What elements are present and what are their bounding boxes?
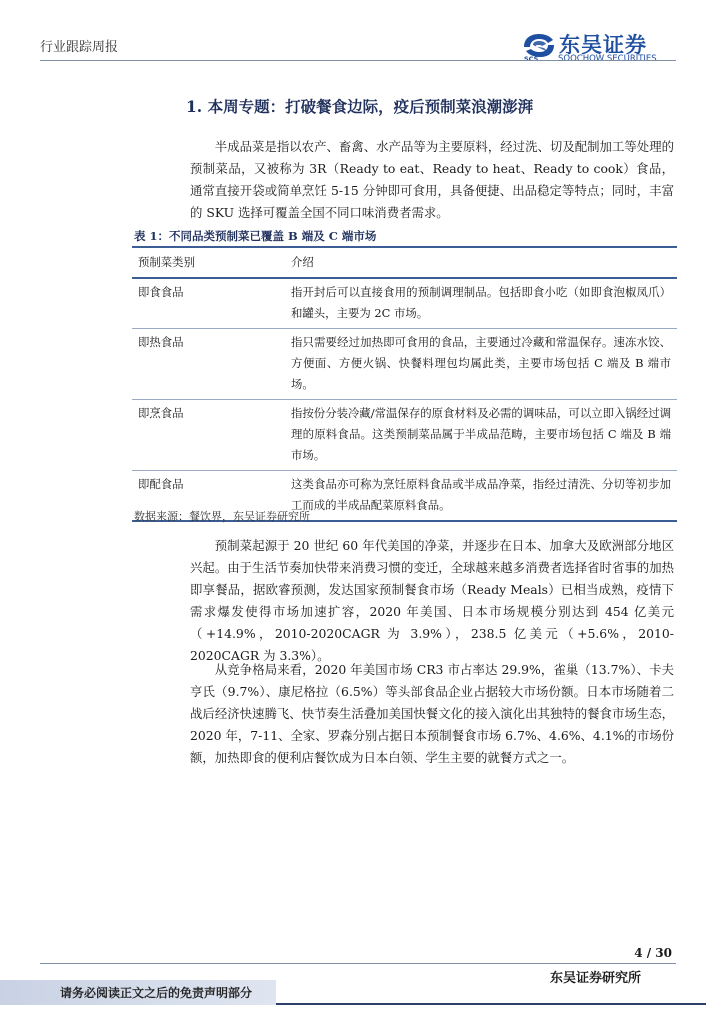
cell-description: 指只需要经过加热即可食用的食品，主要通过冷藏和常温保存。速冻水饺、方便面、方便火锅、快餐料理包均属此类，主要市场包括 C 端及 B 端市场。	[280, 329, 677, 400]
cell-description: 指按份分装冷藏/常温保存的原食材料及必需的调味品，可以立即入锅经过调理的原料食品。这类预制菜品属于半成品范畴，主要市场包括 C 端及 B 端市场。	[280, 400, 677, 471]
header-divider	[40, 60, 676, 61]
paragraph-intro: 半成品菜是指以农产、畜禽、水产品等为主要原料，经过洗、切及配制加工等处理的预制菜品，又被称为 3R（Ready to eat、Ready to heat、Ready to cook）食品，通常直接开袋或简单烹饪 5-15 分钟即可食用，具备便捷、出品稳定等特点；同时，丰富的 SKU 选择可覆盖全国不同口味消费者需求。	[190, 139, 674, 220]
page-number: 4 / 30	[634, 946, 672, 960]
table-row	[132, 400, 677, 471]
logo-name-cn: 东吴证券	[559, 33, 647, 57]
prepared-food-table	[132, 246, 677, 522]
cell-category: 即烹食品	[132, 400, 280, 471]
header-category: 预制菜类别	[132, 247, 280, 278]
section-title: 1. 本周专题：打破餐食边际，疫后预制菜浪潮澎湃	[186, 97, 534, 116]
report-type-label: 行业跟踪周报	[40, 40, 119, 55]
footer-divider	[40, 963, 676, 964]
header-description: 介绍	[280, 247, 677, 278]
table-row	[132, 278, 677, 329]
footer-stripe	[276, 1003, 706, 1005]
disclaimer-text: 请务必阅读正文之后的免责声明部分	[60, 986, 253, 1000]
footer-organization: 东吴证券研究所	[549, 971, 641, 986]
paragraph-origin: 预制菜起源于 20 世纪 60 年代美国的净菜，并逐步在日本、加拿大及欧洲部分地区兴起。由于生活节奏加快带来消费习惯的变迁，全球越来越多消费者选择省时省事的加热即享餐品，据欧睿预测，发达国家预制餐食市场（Ready Meals）已相当成熟，疫情下需求爆发使得市场加速扩容，2020 年美国、日本市场规模分别达到 454 亿美元（+14.9%，2010-2020CAGR 为 3.9%），238.5 亿美元（+5.6%，2010-2020CAGR 为 3.3%）。	[190, 538, 674, 663]
cell-category: 即配食品	[132, 471, 280, 522]
table-row	[132, 329, 677, 400]
table-caption: 表 1：不同品类预制菜已覆盖 B 端及 C 端市场	[134, 229, 377, 243]
logo-abbreviation: SCS	[524, 55, 539, 63]
cell-description: 指开封后可以直接食用的预制调理制品。包括即食小吃（如即食泡椒凤爪）和罐头，主要为 2C 市场。	[280, 278, 677, 329]
table-source-note: 数据来源：餐饮界，东吴证券研究所	[134, 510, 310, 523]
paragraph-competition: 从竞争格局来看，2020 年美国市场 CR3 市占率达 29.9%，雀巢（13.7%）、卡夫亨氏（9.7%）、康尼格拉（6.5%）等头部食品企业占据较大市场份额。日本市场随着二战后经济快速腾飞、快节奏生活叠加美国快餐文化的接入演化出其独特的餐食市场生态，2020 年，7-11、全家、罗森分别占据日本预制餐食市场 6.7%、4.6%、4.1%的市场份额，加热即食的便利店餐饮成为日本白领、学生主要的就餐方式之一。	[190, 662, 674, 765]
cell-description: 这类食品亦可称为烹饪原料食品或半成品净菜，指经过清洗、分切等初步加工而成的半成品配菜原料食品。	[280, 471, 677, 522]
cell-category: 即食食品	[132, 278, 280, 329]
table-header-row	[132, 247, 677, 278]
cell-category: 即热食品	[132, 329, 280, 400]
logo-name-en: SOOCHOW SECURITIES	[558, 54, 657, 64]
disclaimer-banner	[0, 980, 276, 1005]
